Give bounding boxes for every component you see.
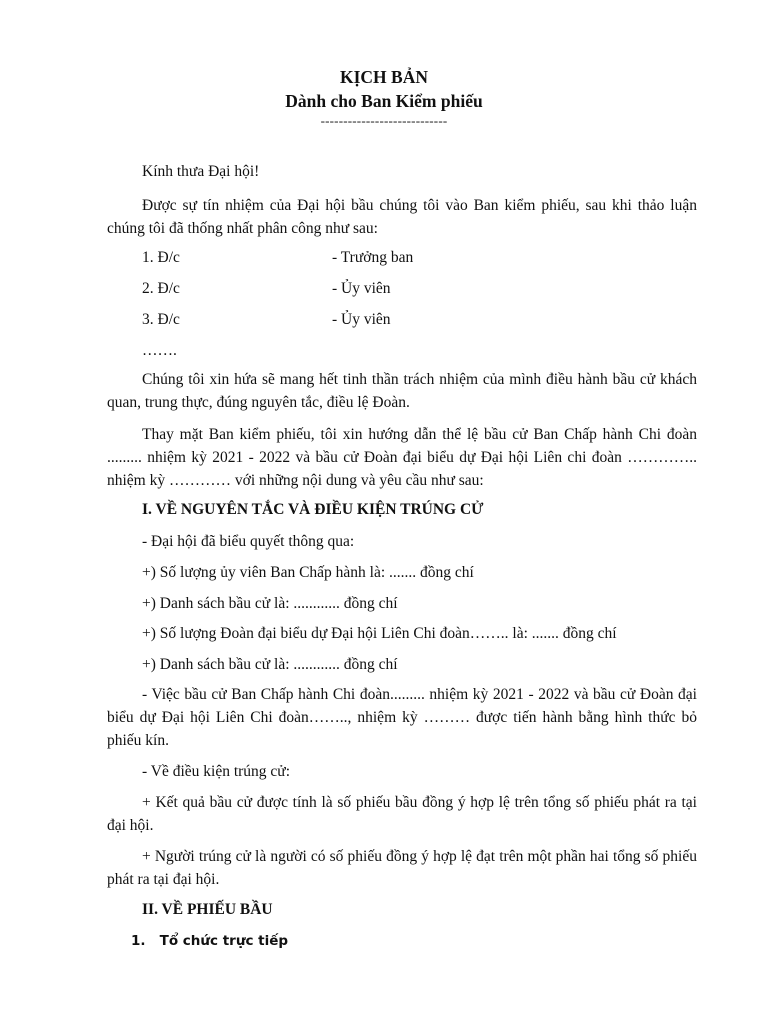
assignment-3-label: 3. Đ/c (142, 311, 180, 328)
title-divider: ---------------------------- (320, 113, 448, 128)
section-1-heading: I. VỀ NGUYÊN TẮC VÀ ĐIỀU KIỆN TRÚNG CỬ (142, 501, 484, 518)
voted-item-3: +) Số lượng Đoàn đại biểu dự Đại hội Liên Chi đoàn…….. là: ....... đồng chí (142, 625, 617, 642)
assignment-3-role: - Ủy viên (332, 311, 391, 328)
intro-paragraph: Được sự tín nhiệm của Đại hội bầu chúng tôi vào Ban kiểm phiếu, sau khi thảo luận chúng tôi đã thống nhất phân công như sau: (107, 197, 697, 237)
condition-line: - Về điều kiện trúng cử: (142, 763, 291, 780)
doc-title: KỊCH BẢN (340, 67, 428, 87)
rule-1-paragraph: + Kết quả bầu cử được tính là số phiếu bầu đồng ý hợp lệ trên tổng số phiếu phát ra tại đại hội. (107, 794, 697, 834)
assignment-1-label: 1. Đ/c (142, 249, 180, 266)
section-2-heading: II. VỀ PHIẾU BẦU (142, 901, 273, 918)
voted-line: - Đại hội đã biểu quyết thông qua: (142, 533, 355, 550)
voted-item-4: +) Danh sách bầu cử là: ............ đồng chí (142, 656, 398, 673)
rule-2-paragraph: + Người trúng cử là người có số phiếu đồng ý hợp lệ đạt trên một phần hai tổng số phiếu phát ra tại đại hội. (107, 848, 697, 888)
pledge-paragraph: Chúng tôi xin hứa sẽ mang hết tinh thần trách nhiệm của mình điều hành bầu cử khách quan, trung thực, đúng nguyên tắc, điều lệ Đoàn. (107, 371, 697, 411)
voted-item-1: +) Số lượng ủy viên Ban Chấp hành là: ....... đồng chí (142, 564, 474, 581)
election-paragraph: - Việc bầu cử Ban Chấp hành Chi đoàn......... nhiệm kỳ 2021 - 2022 và bầu cử Đoàn đại biểu dự Đại hội Liên Chi đoàn…….., nhiệm kỳ ……… được tiến hành bằng hình thức bỏ phiếu kín. (107, 686, 697, 749)
assignment-ellipsis: ……. (142, 342, 177, 359)
section-2-subheading: 1. Tổ chức trực tiếp (131, 933, 289, 949)
voted-item-2: +) Danh sách bầu cử là: ............ đồng chí (142, 595, 398, 612)
doc-subtitle: Dành cho Ban Kiểm phiếu (285, 91, 483, 111)
guide-paragraph: Thay mặt Ban kiểm phiếu, tôi xin hướng dẫn thể lệ bầu cử Ban Chấp hành Chi đoàn ......... nhiệm kỳ 2021 - 2022 và bầu cử Đoàn đại biểu dự Đại hội Liên chi đoàn ………….. nhiệm kỳ ………… với những nội dung và yêu cầu như sau: (107, 426, 697, 489)
assignment-1-role: - Trưởng ban (332, 249, 414, 266)
greeting: Kính thưa Đại hội! (142, 163, 260, 180)
assignment-2-label: 2. Đ/c (142, 280, 180, 297)
assignment-2-role: - Ủy viên (332, 280, 391, 297)
